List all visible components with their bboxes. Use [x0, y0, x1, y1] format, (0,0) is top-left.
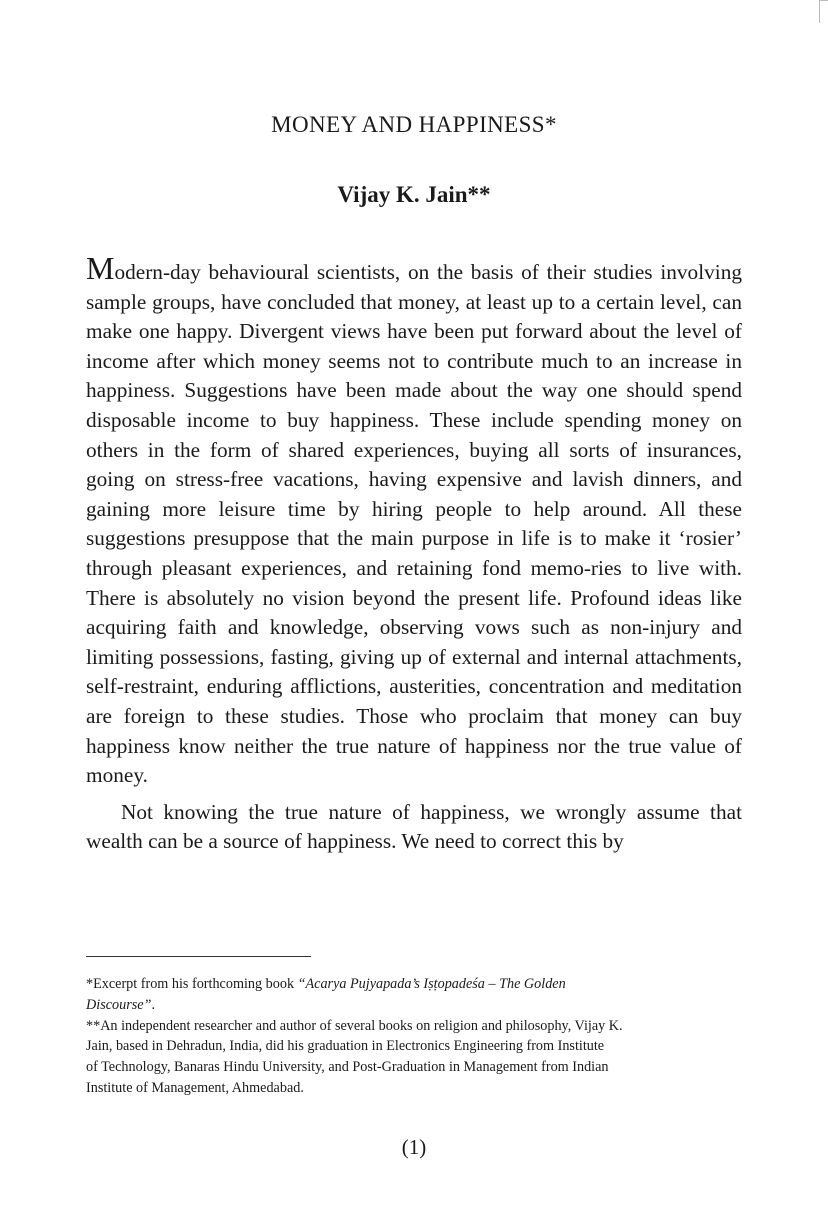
footnote-divider: [86, 956, 311, 957]
footnote-2: **An independent researcher and author of several books on religion and philosophy, Vijay K. Jain, based in Dehradun, India, did his graduation in Electronics Engineering from Institute of Technology, Banaras Hindu University, and Post-Graduation in Management from Indian Institute of Management, Ahmedabad.: [86, 1017, 623, 1096]
article-title: MONEY AND HAPPINESS*: [271, 112, 557, 137]
author-name: Vijay K. Jain**: [337, 182, 491, 207]
crop-mark: [819, 0, 828, 23]
footnote-1: [86, 974, 742, 1016]
footnote-1-book-title: “Acarya Pujyapada’s Iṣṭopadeśa – The Golden Discourse”: [86, 976, 566, 1013]
footnote-1-prefix: *Excerpt from his forthcoming book: [86, 976, 298, 992]
drop-cap: M: [86, 250, 115, 286]
footnote-1-suffix: .: [151, 996, 155, 1013]
footnotes: [86, 974, 742, 1099]
paragraph-1-text: odern-day behavioural scientists, on the basis of their studies involving sample groups, have concluded that money, at least up to a certain level, can make one happy. Divergent views have been put forward about the level of income after which money seems not to contribute much to an increase in happiness. Suggestions have been made about the way one should spend disposable income to buy happiness. These include spending money on others in the form of shared experiences, buying all sorts of insurances, going on stress-free vacations, having expensive and lavish dinners, and gaining more leisure time by hiring people to help around. All these suggestions presuppose that the main purpose in life is to make it ‘rosier’ through pleasant experiences, and retaining fond memo-ries to live with. There is absolutely no vision beyond the present life. Profound ideas like acquiring faith and knowledge, observing vows such as non-injury and limiting possessions, fasting, giving up of external and internal attachments, self-restraint, enduring afflictions, austerities, concentration and meditation are foreign to these studies. Those who proclaim that money can buy happiness know neither the true nature of happiness nor the true value of money.: [86, 260, 742, 788]
page-number: (1): [401, 1135, 427, 1159]
article-body: [86, 250, 742, 857]
paragraph-1: [86, 250, 742, 791]
paragraph-2: Not knowing the true nature of happiness, we wrongly assume that wealth can be a source of happiness. We need to correct this by: [86, 799, 742, 854]
